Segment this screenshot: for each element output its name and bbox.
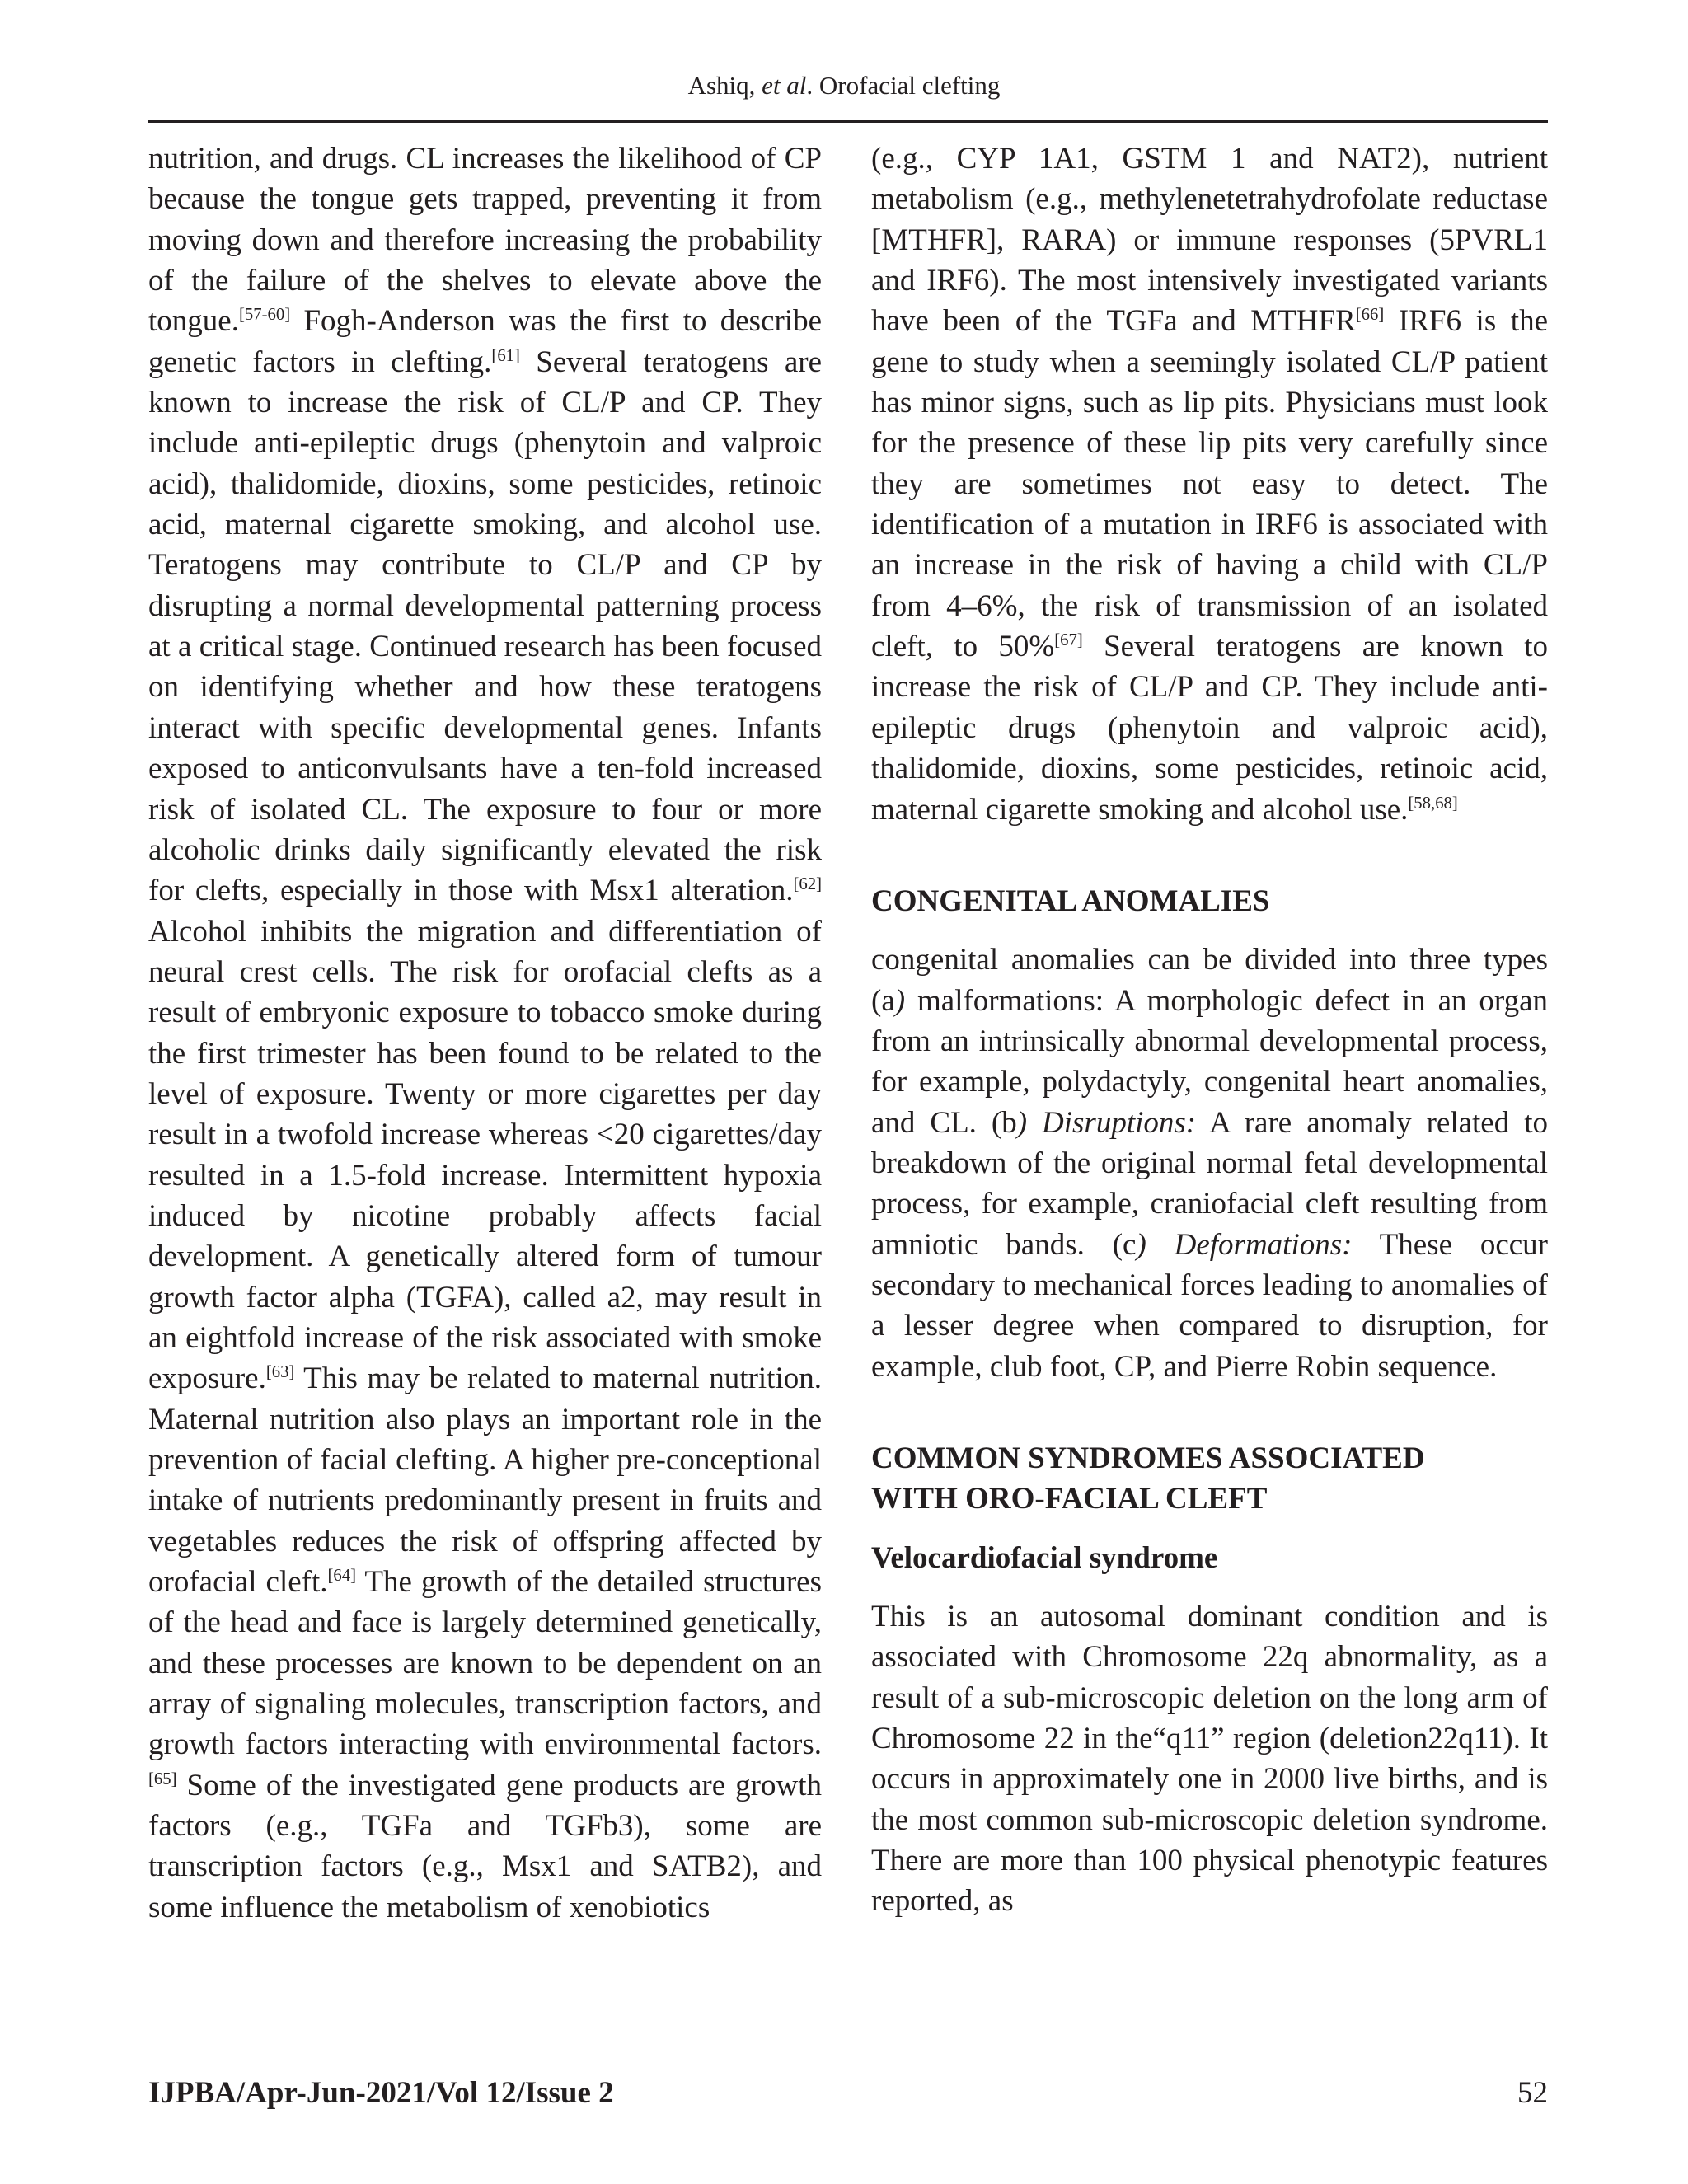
citation: [58,68]	[1408, 794, 1458, 813]
text-run: IRF6 is the gene to study when a seemingly isolated CL/P patient has minor signs, such as lip pits. Physicians must look for the presence of these lip pits very carefully since they are sometimes not easy to detect. The identification of a mutation in IRF6 is associated with an increase in the risk of having a child with CL/P from 4–6%, the risk of transmission of an isolated cleft, to 50%	[871, 304, 1549, 664]
section-heading-congenital-anomalies: CONGENITAL ANOMALIES	[871, 883, 1270, 918]
body-paragraph: This is an autosomal dominant condition and is associated with Chromosome 22q abnormality, as a result of a sub-microscopic deletion on the long arm of Chromosome 22 in the“q11” region (deletion22q11). It occurs in approximately one in 2000 live births, and is the most common sub-microscopic deletion syndrome. There are more than 100 physical phenotypic features reported, as	[871, 1600, 1548, 1919]
citation: [62]	[793, 875, 822, 894]
running-head	[0, 69, 1688, 102]
citation: [64]	[327, 1567, 357, 1586]
heading-line: WITH ORO-FACIAL CLEFT	[871, 1482, 1268, 1516]
text-run: Several teratogens are known to increase the risk of CL/P and CP. They include anti-epileptic drugs (phenytoin and valproic acid), thalidomide, dioxins, some pesticides, retinoic acid, maternal cigarette smoking and alcohol use.	[871, 630, 1548, 827]
running-head-etal: et al	[762, 71, 807, 100]
journal-footer: IJPBA/Apr-Jun-2021/Vol 12/Issue 2	[148, 2076, 614, 2110]
text-run: nutrition, and drugs. CL increases the likelihood of CP because the tongue gets trapped, preventing it from moving down and therefore increasing the probability of the failure of the shelves to elevate above the tongue.	[148, 142, 822, 339]
italic-run: ) Disruptions:	[1016, 1105, 1197, 1140]
body-paragraph	[871, 940, 1548, 1387]
page-number: 52	[1517, 2076, 1548, 2110]
text-run: malformations: A morphologic defect in an organ from an intrinsically abnormal developmental process, for example, polydactyly, congenital heart anomalies, and CL. (b	[871, 983, 1548, 1140]
text-run: These occur secondary to mechanical forces leading to anomalies of a lesser degree when compared to disruption, for example, club foot, CP, and Pierre Robin sequence.	[871, 1227, 1548, 1384]
italic-run: ) Deformations:	[1136, 1227, 1353, 1262]
citation: [61]	[491, 346, 520, 365]
section-heading-common-syndromes	[871, 1438, 1548, 1520]
citation: [66]	[1355, 306, 1385, 325]
citation: [67]	[1054, 631, 1083, 650]
section-gap	[871, 830, 1548, 881]
citation: [65]	[148, 1769, 177, 1788]
section-gap	[871, 1387, 1548, 1438]
italic-run: )	[894, 983, 906, 1018]
right-column	[871, 138, 1548, 1922]
text-run: Alcohol inhibits the migration and differentiation of neural crest cells. The risk for orofacial clefts as a result of embryonic exposure to tobacco smoke during the first trimester has been found to be related to the level of exposure. Twenty or more cigarettes per day result in a twofold increase whereas <20 cigarettes/day resulted in a 1.5-fold increase. Intermittent hypoxia induced by nicotine probably affects facial development. A genetically altered form of tumour growth factor alpha (TGFA), called a2, may result in an eightfold increase of the risk associated with smoke exposure.	[148, 914, 822, 1396]
citation: [63]	[265, 1363, 295, 1382]
text-run: Some of the investigated gene products are growth factors (e.g., TGFa and TGFb3), some are transcription factors (e.g., Msx1 and SATB2), and some influence the metabolism of xenobiotics	[148, 1768, 822, 1924]
subsection-heading-velocardiofacial: Velocardiofacial syndrome	[871, 1540, 1218, 1575]
running-head-author: Ashiq,	[687, 71, 762, 100]
heading-line: COMMON SYNDROMES ASSOCIATED	[871, 1441, 1425, 1475]
body-paragraph	[871, 138, 1548, 830]
running-head-title: . Orofacial clefting	[806, 71, 1001, 100]
text-run: This may be related to maternal nutrition. Maternal nutrition also plays an important role in the prevention of facial clefting. A higher pre-conceptional intake of nutrients predominantly present in fruits and vegetables reduces the risk of offspring affected by orofacial cleft.	[148, 1361, 822, 1600]
text-run: Several teratogens are known to increase the risk of CL/P and CP. They include anti-epileptic drugs (phenytoin and valproic acid), thalidomide, dioxins, some pesticides, retinoic acid, maternal cigarette smoking, and alcohol use. Teratogens may contribute to CL/P and CP by disrupting a normal developmental patterning process at a critical stage. Continued research has been focused on identifying whether and how these teratogens interact with specific developmental genes. Infants exposed to anticonvulsants have a ten-fold increased risk of isolated CL. The exposure to four or more alcoholic drinks daily significantly elevated the risk for clefts, especially in those with Msx1 alteration.	[148, 344, 822, 908]
body-paragraph	[148, 138, 822, 1928]
text-run: (e.g., CYP 1A1, GSTM 1 and NAT2), nutrient metabolism (e.g., methylenetetrahydrofolate reductase [MTHFR], RARA) or immune responses (5PVRL1 and IRF6). The most intensively investigated variants have been of the TGFa and MTHFR	[871, 142, 1548, 339]
text-run: Fogh-Anderson was the first to describe genetic factors in clefting.	[148, 304, 822, 379]
text-run: The growth of the detailed structures of the head and face is largely determined genetically, and these processes are known to be dependent on an array of signaling molecules, transcription factors, and growth factors interacting with environmental factors.	[148, 1565, 822, 1762]
text-run: A rare anomaly related to breakdown of the original normal fetal developmental process, for example, craniofacial cleft resulting from amniotic bands. (c	[871, 1105, 1548, 1262]
citation: [57-60]	[238, 306, 291, 325]
left-column	[148, 138, 822, 1928]
text-run: congenital anomalies can be divided into three types (a	[871, 943, 1548, 1018]
header-rule	[148, 120, 1548, 123]
